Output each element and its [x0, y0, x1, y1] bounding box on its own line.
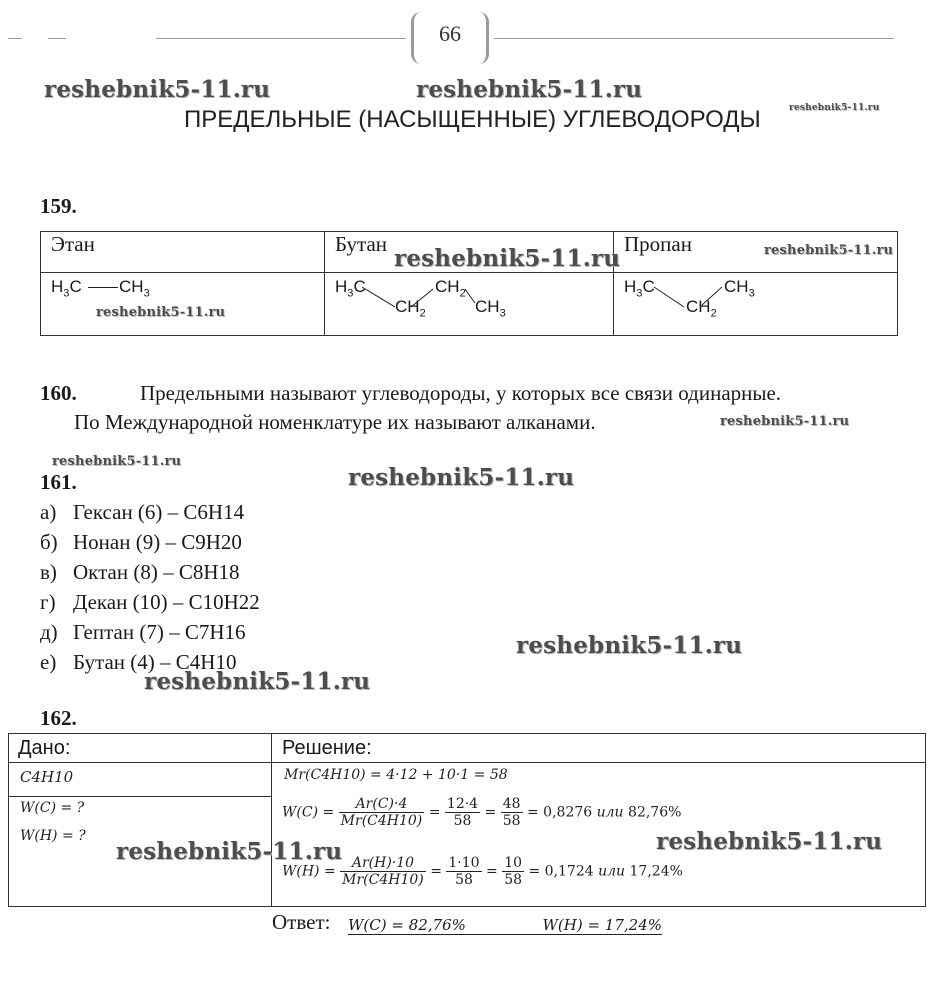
- find-wc: W(C) = ?: [20, 800, 85, 816]
- list-item: б) Нонан (9) – C9H20: [40, 530, 242, 554]
- ethane-structure-cell: [41, 273, 325, 336]
- list-item: а) Гексан (6) – C6H14: [40, 500, 245, 524]
- given-rule: [8, 796, 272, 797]
- table-header-rule: [8, 762, 926, 763]
- answer-label: Ответ:: [272, 910, 331, 934]
- wh-equation: W(H) = $\frac{Ar(H)\cdot 10}{Mr(C4H10)}$ = $\frac{1\cdot 10}{58}$ = $\frac{10}{58}$ = 0,1724 или 17,24%: [282, 855, 683, 888]
- watermark: reshebnik5-11.ru: [789, 103, 880, 113]
- table-divider: [271, 733, 272, 907]
- butane-h3c: $H_3C$: [335, 277, 366, 300]
- list-item: е) Бутан (4) – C4H10: [40, 650, 237, 674]
- task-number-160: 160.: [40, 381, 77, 405]
- answer-wc: W(C) = 82,76%: [348, 916, 528, 935]
- header-butane: Бутан: [325, 232, 614, 273]
- list-item: д) Гептан (7) – C7H16: [40, 620, 246, 644]
- molar-mass-equation: Mr(C4H10) = 4·12 + 10·1 = 58: [284, 767, 508, 783]
- propane-structure-cell: [614, 273, 898, 336]
- watermark: reshebnik5-11.ru: [416, 76, 643, 103]
- task-number-159: 159.: [40, 194, 77, 218]
- ethane-bond: [88, 287, 118, 288]
- watermark: reshebnik5-11.ru: [656, 828, 883, 855]
- task160-line2: По Международной номенклатуре их называют алканами.: [74, 410, 596, 434]
- propane-ch2: $CH_2$: [686, 297, 717, 320]
- propane-ch3: $CH_3$: [724, 277, 755, 300]
- watermark: reshebnik5-11.ru: [96, 305, 226, 320]
- butane-ch3: $CH_3$: [475, 297, 506, 320]
- propane-h3c: $H_3C$: [624, 277, 655, 300]
- find-wh: W(H) = ?: [20, 828, 86, 844]
- header-ethane: Этан: [41, 232, 325, 273]
- header-rule-left-dash: [8, 38, 22, 39]
- alkane-list: [40, 497, 260, 677]
- header-propane: Пропан: [614, 232, 898, 273]
- watermark: reshebnik5-11.ru: [116, 838, 343, 865]
- header-rule-left: [156, 38, 406, 39]
- list-item: г) Декан (10) – C10H22: [40, 590, 260, 614]
- watermark: reshebnik5-11.ru: [516, 632, 743, 659]
- propane-bonds: [614, 273, 898, 335]
- watermark: reshebnik5-11.ru: [52, 454, 182, 469]
- wc-equation: W(C) = $\frac{Ar(C)\cdot 4}{Mr(C4H10)}$ = $\frac{12\cdot 4}{58}$ = $\frac{48}{58}$ = 0,8276 или 82,76%: [282, 796, 682, 829]
- watermark: reshebnik5-11.ru: [144, 668, 371, 695]
- page-title: ПРЕДЕЛЬНЫЕ (НАСЫЩЕННЫЕ) УГЛЕВОДОРОДЫ: [184, 106, 761, 133]
- watermark: reshebnik5-11.ru: [348, 464, 575, 491]
- watermark: reshebnik5-11.ru: [44, 76, 271, 103]
- given-label: Дано:: [18, 737, 71, 759]
- header-rule-left-dash: [48, 38, 66, 39]
- ethane-h3c: $H_3C$: [51, 277, 82, 300]
- page-number: 66: [411, 12, 489, 64]
- header-rule-right: [494, 38, 894, 39]
- task160-line1: Предельными называют углеводороды, у которых все связи одинарные.: [140, 381, 782, 405]
- ethane-ch3: $CH_3$: [119, 277, 150, 300]
- given-formula: C4H10: [20, 768, 74, 786]
- solution-label: Решение:: [282, 737, 372, 759]
- answer-wh: W(H) = 17,24%: [528, 916, 662, 935]
- task-number-162: 162.: [40, 706, 77, 730]
- butane-ch2-lower: $CH_2$: [395, 297, 426, 320]
- butane-structure-cell: [325, 273, 614, 336]
- watermark: reshebnik5-11.ru: [394, 245, 621, 272]
- list-item: в) Октан (8) – C8H18: [40, 560, 240, 584]
- watermark: reshebnik5-11.ru: [764, 243, 894, 258]
- watermark: reshebnik5-11.ru: [720, 414, 850, 429]
- task-number-161: 161.: [40, 470, 77, 494]
- butane-ch2-upper: $CH_2$: [435, 277, 466, 300]
